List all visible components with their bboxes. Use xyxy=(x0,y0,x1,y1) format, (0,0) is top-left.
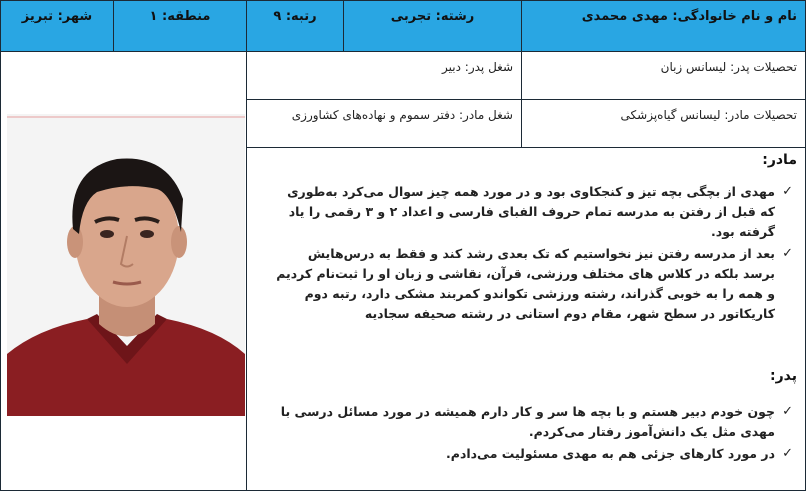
mother-section-title: مادر: xyxy=(762,152,797,168)
father-job-text: شغل پدر: دبیر xyxy=(442,60,513,74)
check-icon: ✓ xyxy=(782,184,793,199)
field-label: رشته: تجربی xyxy=(390,9,475,24)
student-name-label: نام و نام خانوادگی: مهدی محمدی xyxy=(581,9,797,24)
field-header xyxy=(343,0,522,52)
rank-header xyxy=(246,0,344,52)
city-label: شهر: تبریز xyxy=(21,9,93,24)
region-label: منطقه: ۱ xyxy=(149,9,211,24)
mother-item-1: مهدی از بچگی بچه تیز و کنجکاوی بود و در مورد همه چیز سوال می‌کرد به‌طوری که قبل از رفتن به مدرسه تمام حروف الفبای فارسی و اعداد ۲ و ۳ رقمی را یاد گرفته بود. xyxy=(287,184,775,239)
mother-job-cell xyxy=(246,99,522,148)
father-education-text: تحصیلات پدر: لیسانس زبان xyxy=(660,60,797,74)
list-item xyxy=(273,402,793,442)
father-item-2: در مورد کارهای جزئی هم به مهدی مسئولیت می‌دادم. xyxy=(446,446,775,461)
mother-education-text: تحصیلات مادر: لیسانس گیاه‌پزشکی xyxy=(620,108,797,122)
region-header xyxy=(113,0,247,52)
father-list xyxy=(273,402,793,464)
father-item-1: چون خودم دبیر هستم و با بچه ها سر و کار دارم همیشه در مورد مسائل درسی با مهدی مثل یک دانش‌آموز رفتار می‌کردم. xyxy=(280,404,775,439)
check-icon: ✓ xyxy=(782,246,793,261)
student-photo xyxy=(7,114,245,416)
list-item xyxy=(273,444,793,464)
father-job-cell xyxy=(246,51,522,100)
list-item xyxy=(273,244,793,324)
city-header xyxy=(0,0,114,52)
mother-item-2: بعد از مدرسه رفتن نیز نخواستیم که تک بعدی رشد کند و فقط به درس‌هایش برسد بلکه در کلاس های مختلف ورزشی، قرآن، نقاشی و زبان او را ثبت‌نام کردیم و همه را به خوبی گذراند، رشته ورزشی تکواندو کمربند مشکی دارد، رتبه دوم کاریکاتور در سطح شهر، مقام دوم استانی در رشته صحیفه سجادیه xyxy=(276,246,775,321)
mother-education-cell xyxy=(521,99,806,148)
mother-job-text: شغل مادر: دفتر سموم و نهاده‌های کشاورزی xyxy=(291,108,513,122)
student-photo-cell xyxy=(0,51,247,491)
father-section-title: پدر: xyxy=(769,368,797,384)
father-education-cell xyxy=(521,51,806,100)
check-icon: ✓ xyxy=(782,404,793,419)
list-item xyxy=(273,182,793,242)
mother-list xyxy=(273,182,793,324)
check-icon: ✓ xyxy=(782,446,793,461)
student-name-header xyxy=(521,0,806,52)
rank-label: رتبه: ۹ xyxy=(273,9,317,24)
content-area xyxy=(246,147,806,491)
